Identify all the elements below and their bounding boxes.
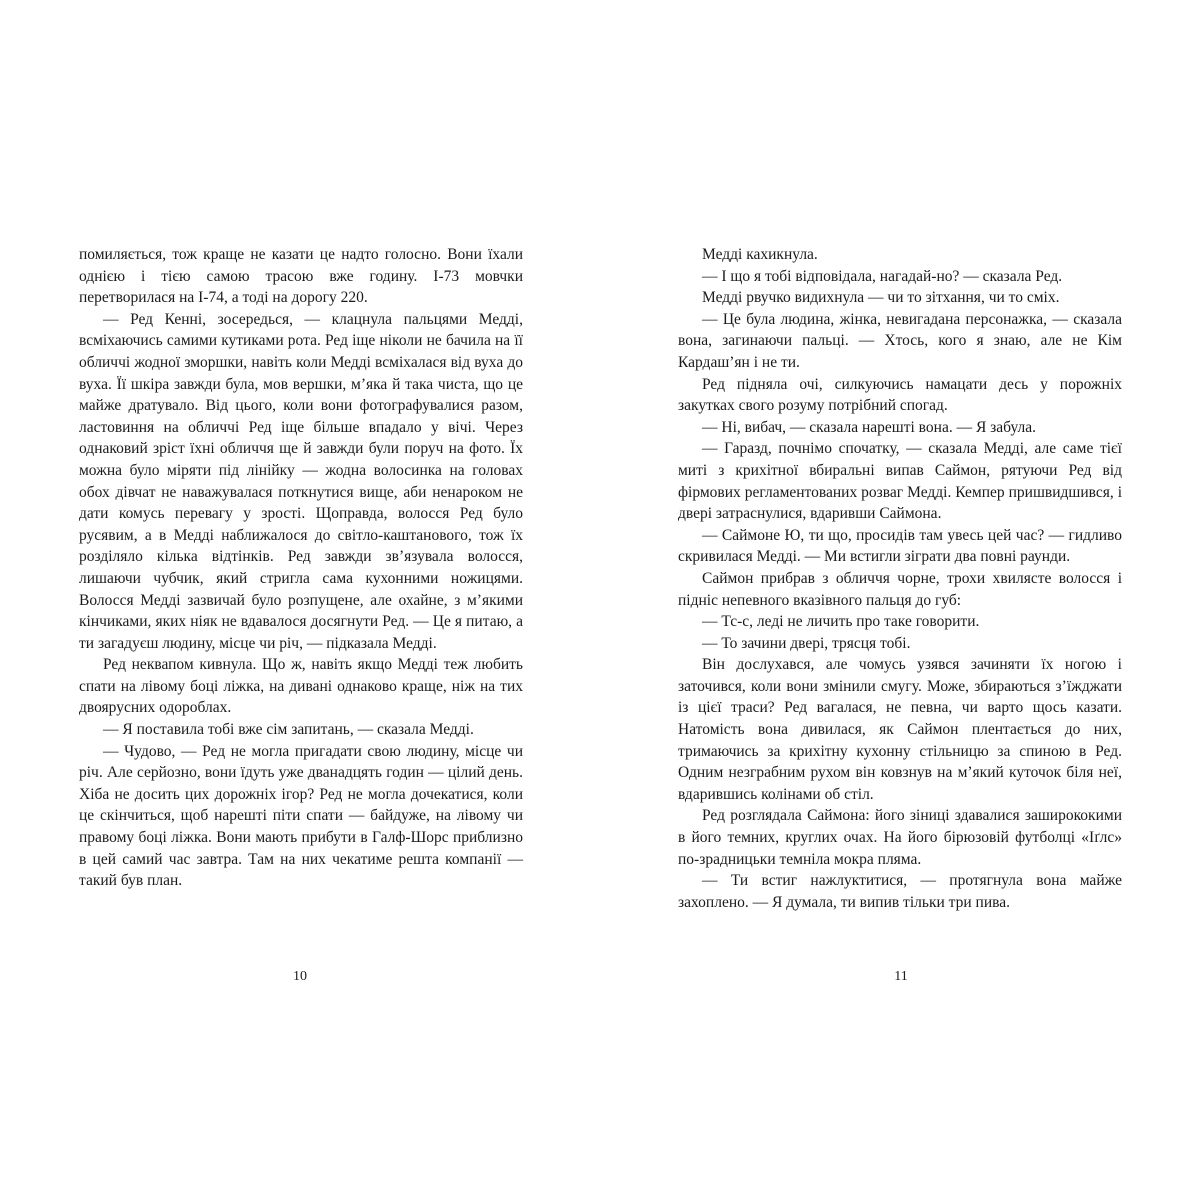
paragraph: Ред підняла очі, силкуючись намацати десь у порожніх закутках свого розуму потрібний спогад. (678, 375, 1122, 415)
paragraph: Ред розглядала Саймона: його зіниці здавалися заширококими в його темних, круглих очах. На його бірюзовій футболці «Іґлс» по-зрадницьки темніла мокра пляма. (678, 807, 1122, 868)
paragraph: — Саймоне Ю, ти що, просидів там увесь цей час? — гидливо скривилася Медді. — Ми встигли зіграти два повні раунди. (678, 526, 1122, 566)
paragraph: — Ред Кенні, зосередься, — клацнула пальцями Медді, всміхаючись самими кутиками рота. Ред іще ніколи не бачила на її обличчі жодної зморшки, навіть коли Медді всміхалася від вуха до вуха. Її шкіра завжди була, мов вершки, м’яка й така чиста, що це майже дратувало. Від цього, коли вони фотографувалися разом, ластовиння на обличчі Ред іще більше впадало у вічі. Через однаковий зріст їхні обличчя ще й завжди були поруч на фото. Їх можна було міряти під лінійку — жодна волосинка на головах обох дівчат не наважувалася поткнутися вище, аби ненароком не дати комусь перевагу у зрості. Щоправда, волосся Ред було русявим, а в Медді наближалося до світло-каштанового, тож їх розділяло кілька відтінків. Ред завжди зв’язувала волосся, лишаючи чубчик, який стригла сама кухонними ножицями. Волосся Медді зазвичай було розпущене, але охайне, з м’якими кінчиками, яких ніяк не вдавалося досягнути Ред. — Це я питаю, а ти загадуєш людину, місце чи річ, — підказала Медді. (79, 310, 523, 652)
paragraph: — Це була людина, жінка, невигадана персонажка, — сказала вона, загинаючи пальці. — Хтось, кого я знаю, але не Кім Кардаш’ян і не ти. (678, 310, 1122, 371)
paragraph: — І що я тобі відповідала, нагадай-но? — сказала Ред. (702, 267, 1063, 285)
page-number-right: 11 (894, 969, 908, 984)
paragraph: — Ні, вибач, — сказала нарешті вона. — Я забула. (702, 418, 1037, 436)
paragraph: — Чудово, — Ред не могла пригадати свою людину, місце чи річ. Але серйозно, вони їдуть уже дванадцять годин — цілий день. Хіба не досить цих дорожніх ігор? Ред не могла дочекатися, коли це скінчиться, щоб нарешті піти спати — байдуже, на лівому чи правому боці ліжка. Вони мають прибути в Галф-Шорс приблизно в цей самий час завтра. Там на них чекатиме решта компанії — такий був план. (79, 742, 523, 890)
paragraph: — Я поставила тобі вже сім запитань, — сказала Медді. (103, 721, 474, 739)
paragraph: — Тс-с, леді не личить про таке говорити. (702, 613, 980, 631)
paragraph: Медді кахикнула. (702, 246, 818, 263)
paragraph: — Ти встиг нажлуктитися, — протягнула вона майже захоплено. — Я думала, ти випив тільки три пива. (678, 872, 1122, 911)
page-number-left: 10 (293, 969, 307, 984)
paragraph: — То зачини двері, трясця тобі. (702, 634, 911, 652)
paragraph: Ред неквапом кивнула. Що ж, навіть якщо Медді теж любить спати на лівому боці ліжка, на дивані однаково краще, ніж на тих двоярусних одороблах. (79, 656, 523, 717)
paragraph: Медді рвучко видихнула — чи то зітхання, чи то сміх. (702, 289, 1060, 307)
left-page-text (79, 244, 523, 892)
right-page-text (678, 244, 1122, 913)
paragraph: помиляється, тож краще не казати це надто голосно. Вони їхали однією і тією самою трасою вже годину. I-73 мовчки перетворилася на I-74, а тоді на дорогу 220. (79, 246, 523, 307)
paragraph: Саймон прибрав з обличчя чорне, трохи хвилясте волосся і підніс непевного вказівного пальця до губ: (678, 569, 1122, 609)
paragraph: Він дослухався, але чомусь узявся зачиняти їх ногою і заточився, коли вони змінили смугу. Може, збираються з’їжджати із цієї траси? Ред вагалася, не певна, чи варто щось казати. Натомість вона дивилася, як Саймон плентається до них, тримаючись за крихітну кухонну стільницю за спиною в Ред. Одним незграбним рухом він ковзнув на м’який куточок біля неї, вдарившись колінами об стіл. (678, 656, 1122, 803)
paragraph: — Гаразд, почнімо спочатку, — сказала Медді, але саме тієї миті з крихітної вбиральні випав Саймон, рятуючи Ред від фірмових регламентованих розваг Медді. Кемпер пришвидшився, і двері затраснулися, вдаривши Саймона. (678, 440, 1122, 523)
